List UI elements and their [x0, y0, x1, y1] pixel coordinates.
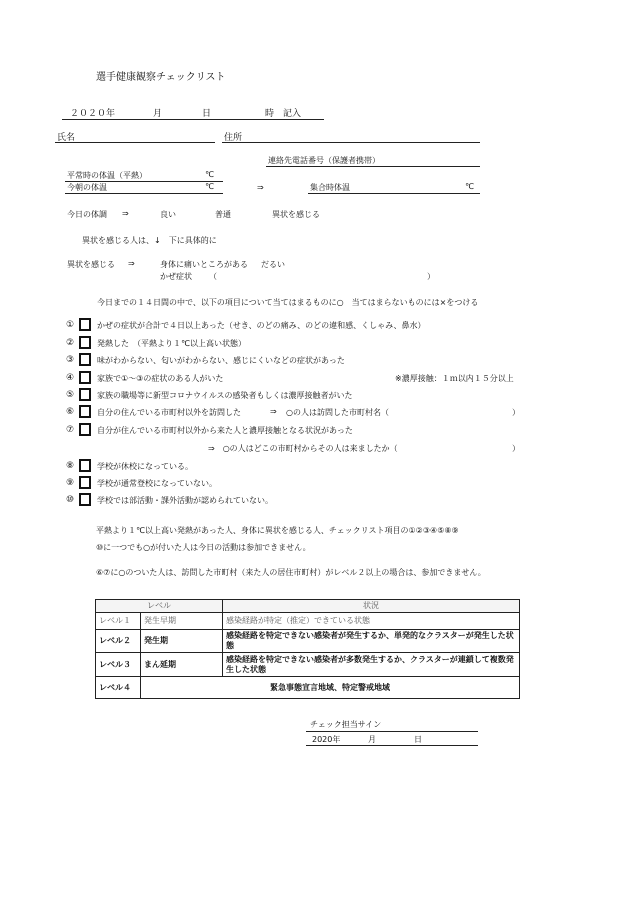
signature-label: チェック担当サイン [310, 720, 382, 729]
item-number: ② [66, 338, 75, 348]
record-time: 時 記入 [265, 109, 302, 119]
level-cell: レベル１ [96, 613, 141, 630]
item-number: ⑧ [66, 461, 75, 471]
phase-cell: 発生早期 [141, 613, 223, 630]
status-cell: 感染経路が特定（推定）できている状態 [223, 613, 520, 630]
signature-month: 月 [368, 735, 376, 744]
arrow-icon: ⇒ [122, 209, 129, 218]
record-month: 月 [153, 109, 163, 119]
checkbox-1[interactable] [79, 318, 91, 331]
status-cell: 感染経路を特定できない感染者が発生するか、単発的なクラスターが発生した状態 [223, 630, 520, 653]
page-title: 選手健康観察チェックリスト [96, 72, 226, 83]
checkbox-7[interactable] [79, 423, 91, 436]
symptom-cold[interactable]: かぜ症状 [160, 272, 192, 281]
item-number: ⑤ [66, 390, 75, 400]
contact-field[interactable] [266, 166, 480, 167]
item-text: 学校が通常登校になっていない。 [97, 479, 217, 488]
name-field[interactable] [55, 142, 215, 143]
table-row [96, 630, 520, 653]
item-text: 自分の住んでいる市町村以外を訪問した [97, 408, 241, 417]
signature-year: 2020年 [312, 735, 341, 744]
note-line-3: ⑥⑦に○のついた人は、訪問した市町村（来た人の居住市町村）がレベル２以上の場合は、参加できません。 [96, 568, 486, 577]
condition-abnormal[interactable]: 異状を感じる [272, 210, 320, 219]
record-underline [62, 119, 324, 120]
instruction-specific: 異状を感じる人は、↓ 下に具体的に [82, 236, 217, 245]
signature-field[interactable] [306, 731, 478, 732]
morning-temp-label: 今朝の体温 [67, 183, 107, 192]
visited-municipality-prompt: ○の人は訪問した市町村名（ [286, 408, 389, 417]
condition-good[interactable]: 良い [160, 210, 176, 219]
signature-date-underline [306, 745, 478, 746]
morning-temp-field[interactable] [65, 193, 223, 194]
item-number: ③ [66, 355, 75, 365]
checkbox-9[interactable] [79, 476, 91, 489]
name-label: 氏名 [57, 133, 76, 143]
record-day: 日 [202, 109, 212, 119]
visitor-origin-prompt: ⇒ ○の人はどこの市町村からその人は来ましたか（ [208, 444, 398, 453]
item-number: ① [66, 320, 75, 330]
condition-label: 今日の体調 [67, 210, 107, 219]
table-row [96, 653, 520, 677]
contact-label: 連絡先電話番号（保護者携帯） [268, 156, 380, 165]
normal-temp-unit: ℃ [205, 170, 214, 179]
signature-day: 日 [414, 735, 422, 744]
level-cell: レベル２ [96, 630, 141, 653]
checkbox-4[interactable] [79, 371, 91, 384]
item-text: 味がわからない、匂いがわからない、感じにくいなどの症状があった [97, 356, 345, 365]
paren-close: ） [512, 444, 520, 453]
item-text: かぜの症状が合計で４日以上あった（せき、のどの痛み、のどの違和感、くしゃみ、鼻水） [97, 321, 426, 330]
item-number: ⑥ [66, 407, 75, 417]
paren-close: ） [512, 408, 520, 417]
arrow-icon: ⇒ [128, 259, 135, 268]
gathering-temp-unit: ℃ [465, 182, 474, 191]
item-text: 学校では部活動・課外活動が認められていない。 [97, 496, 273, 505]
close-contact-note: ※濃厚接触：１ｍ以内１５分以上 [395, 374, 514, 383]
table-header-row [96, 600, 520, 613]
paren-open: （ [209, 272, 217, 281]
status-cell: 感染経路を特定できない感染者が多数発生するか、クラスターが連鎖して複数発生した状態 [223, 653, 520, 677]
table-row [96, 677, 520, 699]
item-text: 家族の職場等に新型コロナウイルスの感染者もしくは濃厚接触者がいた [97, 391, 353, 400]
item-text: 発熱した （平熱より１℃以上高い状態） [97, 339, 246, 348]
checkbox-6[interactable] [79, 405, 91, 418]
status-cell: 緊急事態宣言地域、特定警戒地域 [141, 677, 520, 699]
level-cell: レベル４ [96, 677, 141, 699]
checkbox-5[interactable] [79, 388, 91, 401]
address-label: 住所 [224, 133, 243, 143]
phase-cell: 発生期 [141, 630, 223, 653]
symptom-pain[interactable]: 身体に痛いところがある [160, 260, 248, 269]
gathering-temp-field[interactable] [308, 193, 480, 194]
checkbox-2[interactable] [79, 336, 91, 349]
item-number: ④ [66, 373, 75, 383]
arrow-icon: ⇒ [270, 407, 277, 416]
note-line-1: 平熱より１℃以上高い発熱があった人、身体に異状を感じる人、チェックリスト項目の①②③④⑤⑧⑨ [96, 526, 459, 535]
checkbox-3[interactable] [79, 353, 91, 366]
item-number: ⑨ [66, 478, 75, 488]
paren-close: ） [427, 272, 435, 281]
arrow-icon: ⇒ [257, 183, 264, 192]
checkbox-8[interactable] [79, 459, 91, 472]
item-text: 家族で①～③の症状のある人がいた [97, 374, 224, 383]
item-text: 学校が休校になっている。 [97, 462, 193, 471]
checkbox-10[interactable] [79, 493, 91, 506]
instruction-14days: 今日までの１４日間の中で、以下の項目について当てはまるものに○ 当てはまらないものには×をつける [97, 298, 479, 307]
note-line-2: ⑩に一つでも○が付いた人は今日の活動は参加できません。 [96, 543, 311, 552]
level-cell: レベル３ [96, 653, 141, 677]
table-row [96, 613, 520, 630]
gathering-temp-label: 集合時体温 [310, 183, 350, 192]
phase-cell: まん延期 [141, 653, 223, 677]
level-table [95, 599, 520, 699]
item-number: ⑩ [66, 495, 75, 505]
header-status: 状況 [223, 600, 520, 613]
morning-temp-unit: ℃ [205, 182, 214, 191]
symptom-fatigue[interactable]: だるい [261, 260, 285, 269]
abnormal-label: 異状を感じる [67, 260, 115, 269]
normal-temp-label: 平常時の体温（平熱） [67, 171, 147, 180]
condition-normal[interactable]: 普通 [215, 210, 231, 219]
record-year: ２０２０年 [70, 109, 116, 119]
item-text: 自分が住んでいる市町村以外から来た人と濃厚接触となる状況があった [97, 426, 353, 435]
header-level: レベル [96, 600, 223, 613]
item-number: ⑦ [66, 425, 75, 435]
address-field[interactable] [222, 142, 480, 143]
